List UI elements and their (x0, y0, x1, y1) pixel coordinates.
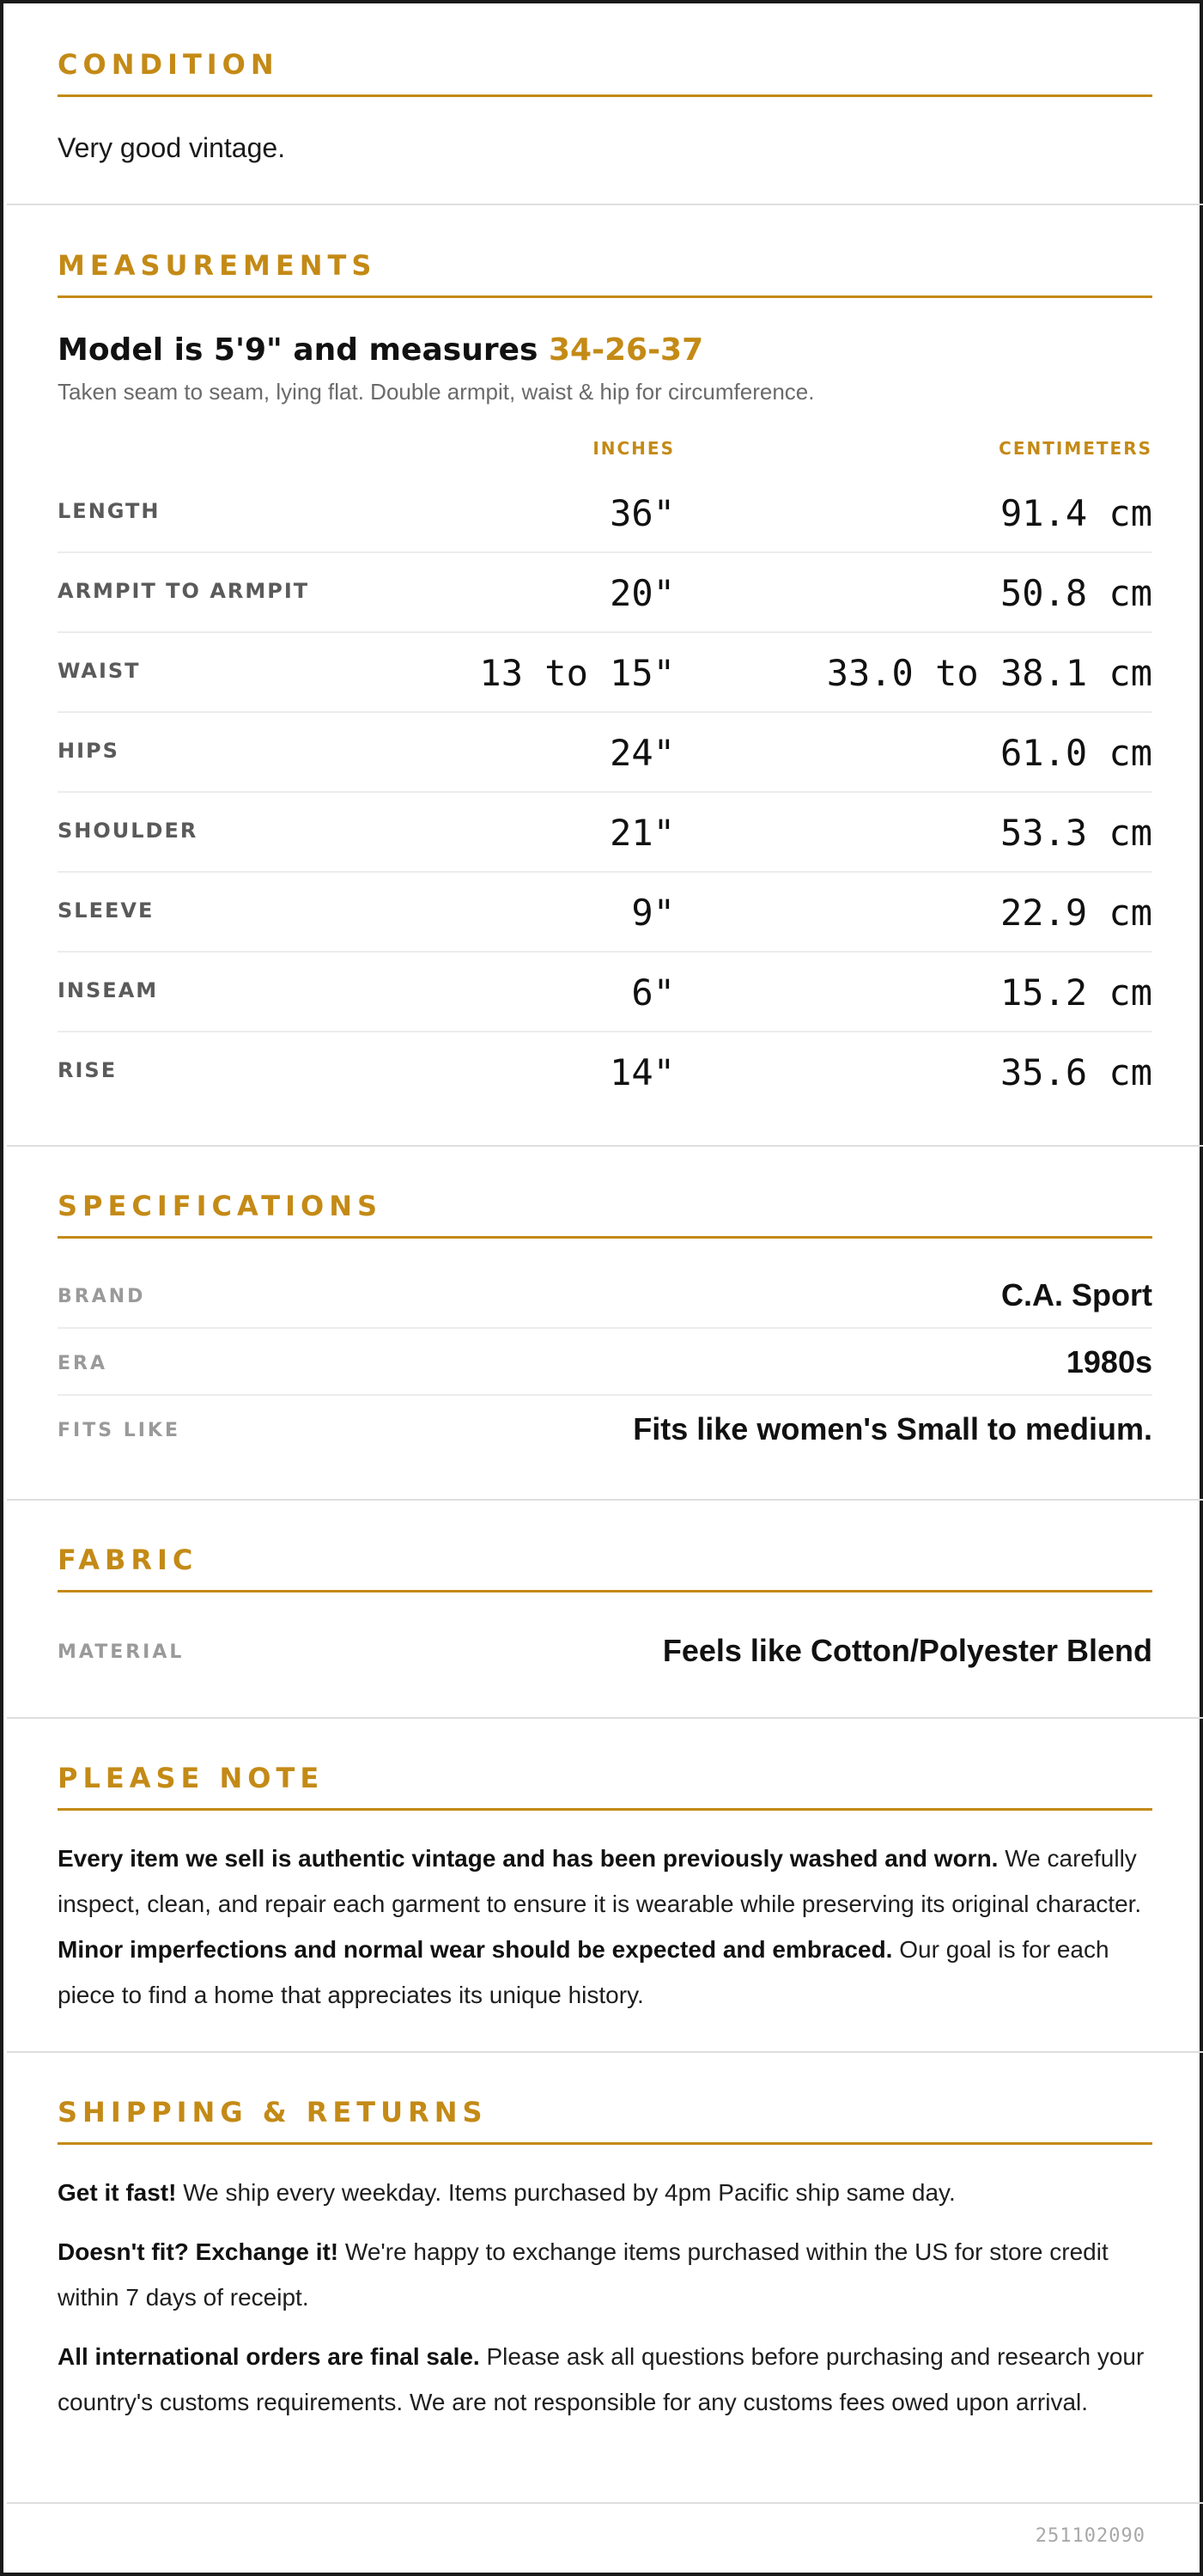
measurement-cm: 35.6 cm (999, 1051, 1152, 1093)
measurement-inches: 36" (610, 492, 675, 534)
column-header-inches: INCHES (592, 438, 675, 459)
product-code: 251102090 (1035, 2525, 1145, 2547)
please-note-section (7, 1719, 1203, 2053)
condition-heading-rule (58, 94, 1152, 97)
spec-value: Fits like women's Small to medium. (633, 1411, 1152, 1446)
please-note-heading: PLEASE NOTE (58, 1762, 325, 1794)
measurement-row-inseam (58, 953, 1152, 1032)
measurement-row-hips (58, 713, 1152, 793)
measurement-cm: 15.2 cm (999, 971, 1152, 1014)
measurements-heading-rule (58, 295, 1152, 298)
measurement-cm: 61.0 cm (999, 732, 1152, 774)
spec-value: 1980s (1066, 1344, 1152, 1379)
fabric-row-material (58, 1617, 1152, 1684)
measurement-inches: 13 to 15" (479, 652, 675, 694)
specifications-section (7, 1147, 1203, 1501)
shipping-heading-rule (58, 2142, 1152, 2145)
spec-row-brand (58, 1262, 1152, 1329)
measurement-inches: 21" (610, 812, 675, 854)
measurement-label: INSEAM (58, 978, 159, 1002)
measurement-inches: 6" (631, 971, 675, 1014)
fabric-heading: FABRIC (58, 1544, 198, 1576)
measurement-label: LENGTH (58, 499, 161, 523)
measurement-cm: 91.4 cm (999, 492, 1152, 534)
measurement-row-sleeve (58, 873, 1152, 953)
measurement-inches: 14" (610, 1051, 675, 1093)
note-bold-2: Minor imperfections and normal wear should be expected and embraced. (58, 1936, 893, 1963)
condition-heading: CONDITION (58, 48, 279, 81)
measurement-note: Taken seam to seam, lying flat. Double armpit, waist & hip for circumference. (58, 379, 815, 405)
measurement-label: SHOULDER (58, 819, 198, 843)
measurement-cm: 50.8 cm (999, 572, 1152, 614)
spec-row-fits-like (58, 1396, 1152, 1463)
spec-value: C.A. Sport (1001, 1277, 1152, 1312)
fabric-value: Feels like Cotton/Polyester Blend (662, 1633, 1152, 1668)
spec-label: BRAND (58, 1286, 146, 1307)
shipping-bold-2: Doesn't fit? Exchange it! (58, 2238, 339, 2265)
specifications-heading: SPECIFICATIONS (58, 1190, 383, 1222)
condition-text: Very good vintage. (58, 132, 286, 163)
measurement-row-rise (58, 1032, 1152, 1112)
measurement-row-waist (58, 633, 1152, 713)
shipping-paragraph-3 (58, 2334, 1152, 2425)
spec-label: ERA (58, 1353, 107, 1374)
please-note-text (58, 1836, 1152, 2018)
shipping-section (7, 2053, 1203, 2504)
model-measurements (58, 332, 703, 368)
measurement-label: SLEEVE (58, 898, 155, 923)
model-measurements-prefix: Model is 5'9" and measures (58, 332, 549, 368)
measurement-cm: 33.0 to 38.1 cm (826, 652, 1152, 694)
please-note-heading-rule (58, 1808, 1152, 1811)
measurement-cm: 53.3 cm (999, 812, 1152, 854)
condition-section (7, 3, 1203, 205)
shipping-text-3: Please ask all questions before purchasing and research your country's customs requirements. We are not responsible for any customs fees owed upon arrival. (58, 2343, 1145, 2415)
note-text-2: Our goal is for each piece to find a home that appreciates its unique history. (58, 1936, 1109, 2008)
shipping-text-1: We ship every weekday. Items purchased by 4pm Pacific ship same day. (176, 2179, 956, 2206)
shipping-bold-1: Get it fast! (58, 2179, 177, 2206)
spec-row-era (58, 1329, 1152, 1396)
measurement-inches: 20" (610, 572, 675, 614)
fabric-heading-rule (58, 1590, 1152, 1592)
note-text-1: We carefully inspect, clean, and repair each garment to ensure it is wearable while preserving its original character. (58, 1845, 1142, 1917)
measurement-inches: 9" (631, 892, 675, 934)
shipping-paragraph-1 (58, 2170, 1152, 2215)
measurement-label: WAIST (58, 659, 141, 683)
spec-label: FITS LIKE (58, 1420, 181, 1441)
note-bold-1: Every item we sell is authentic vintage and has been previously washed and worn. (58, 1845, 999, 1872)
measurement-label: RISE (58, 1058, 118, 1082)
shipping-bold-3: All international orders are final sale. (58, 2343, 480, 2370)
measurements-heading: MEASUREMENTS (58, 249, 377, 282)
measurement-row-armpit (58, 553, 1152, 633)
fabric-label: MATERIAL (58, 1641, 185, 1663)
measurement-inches: 24" (610, 732, 675, 774)
measurement-row-length (58, 473, 1152, 553)
measurement-row-shoulder (58, 793, 1152, 873)
specifications-heading-rule (58, 1236, 1152, 1239)
shipping-paragraph-2 (58, 2229, 1152, 2320)
measurement-cm: 22.9 cm (999, 892, 1152, 934)
measurement-label: ARMPIT TO ARMPIT (58, 579, 310, 603)
model-measurements-value: 34-26-37 (548, 332, 704, 368)
column-header-centimeters: CENTIMETERS (999, 438, 1152, 459)
shipping-text-2: We're happy to exchange items purchased within the US for store credit within 7 days of receipt. (58, 2238, 1109, 2311)
shipping-heading: SHIPPING & RETURNS (58, 2096, 488, 2128)
fabric-section (7, 1501, 1203, 1719)
measurement-label: HIPS (58, 739, 119, 763)
measurements-section (7, 205, 1203, 1147)
